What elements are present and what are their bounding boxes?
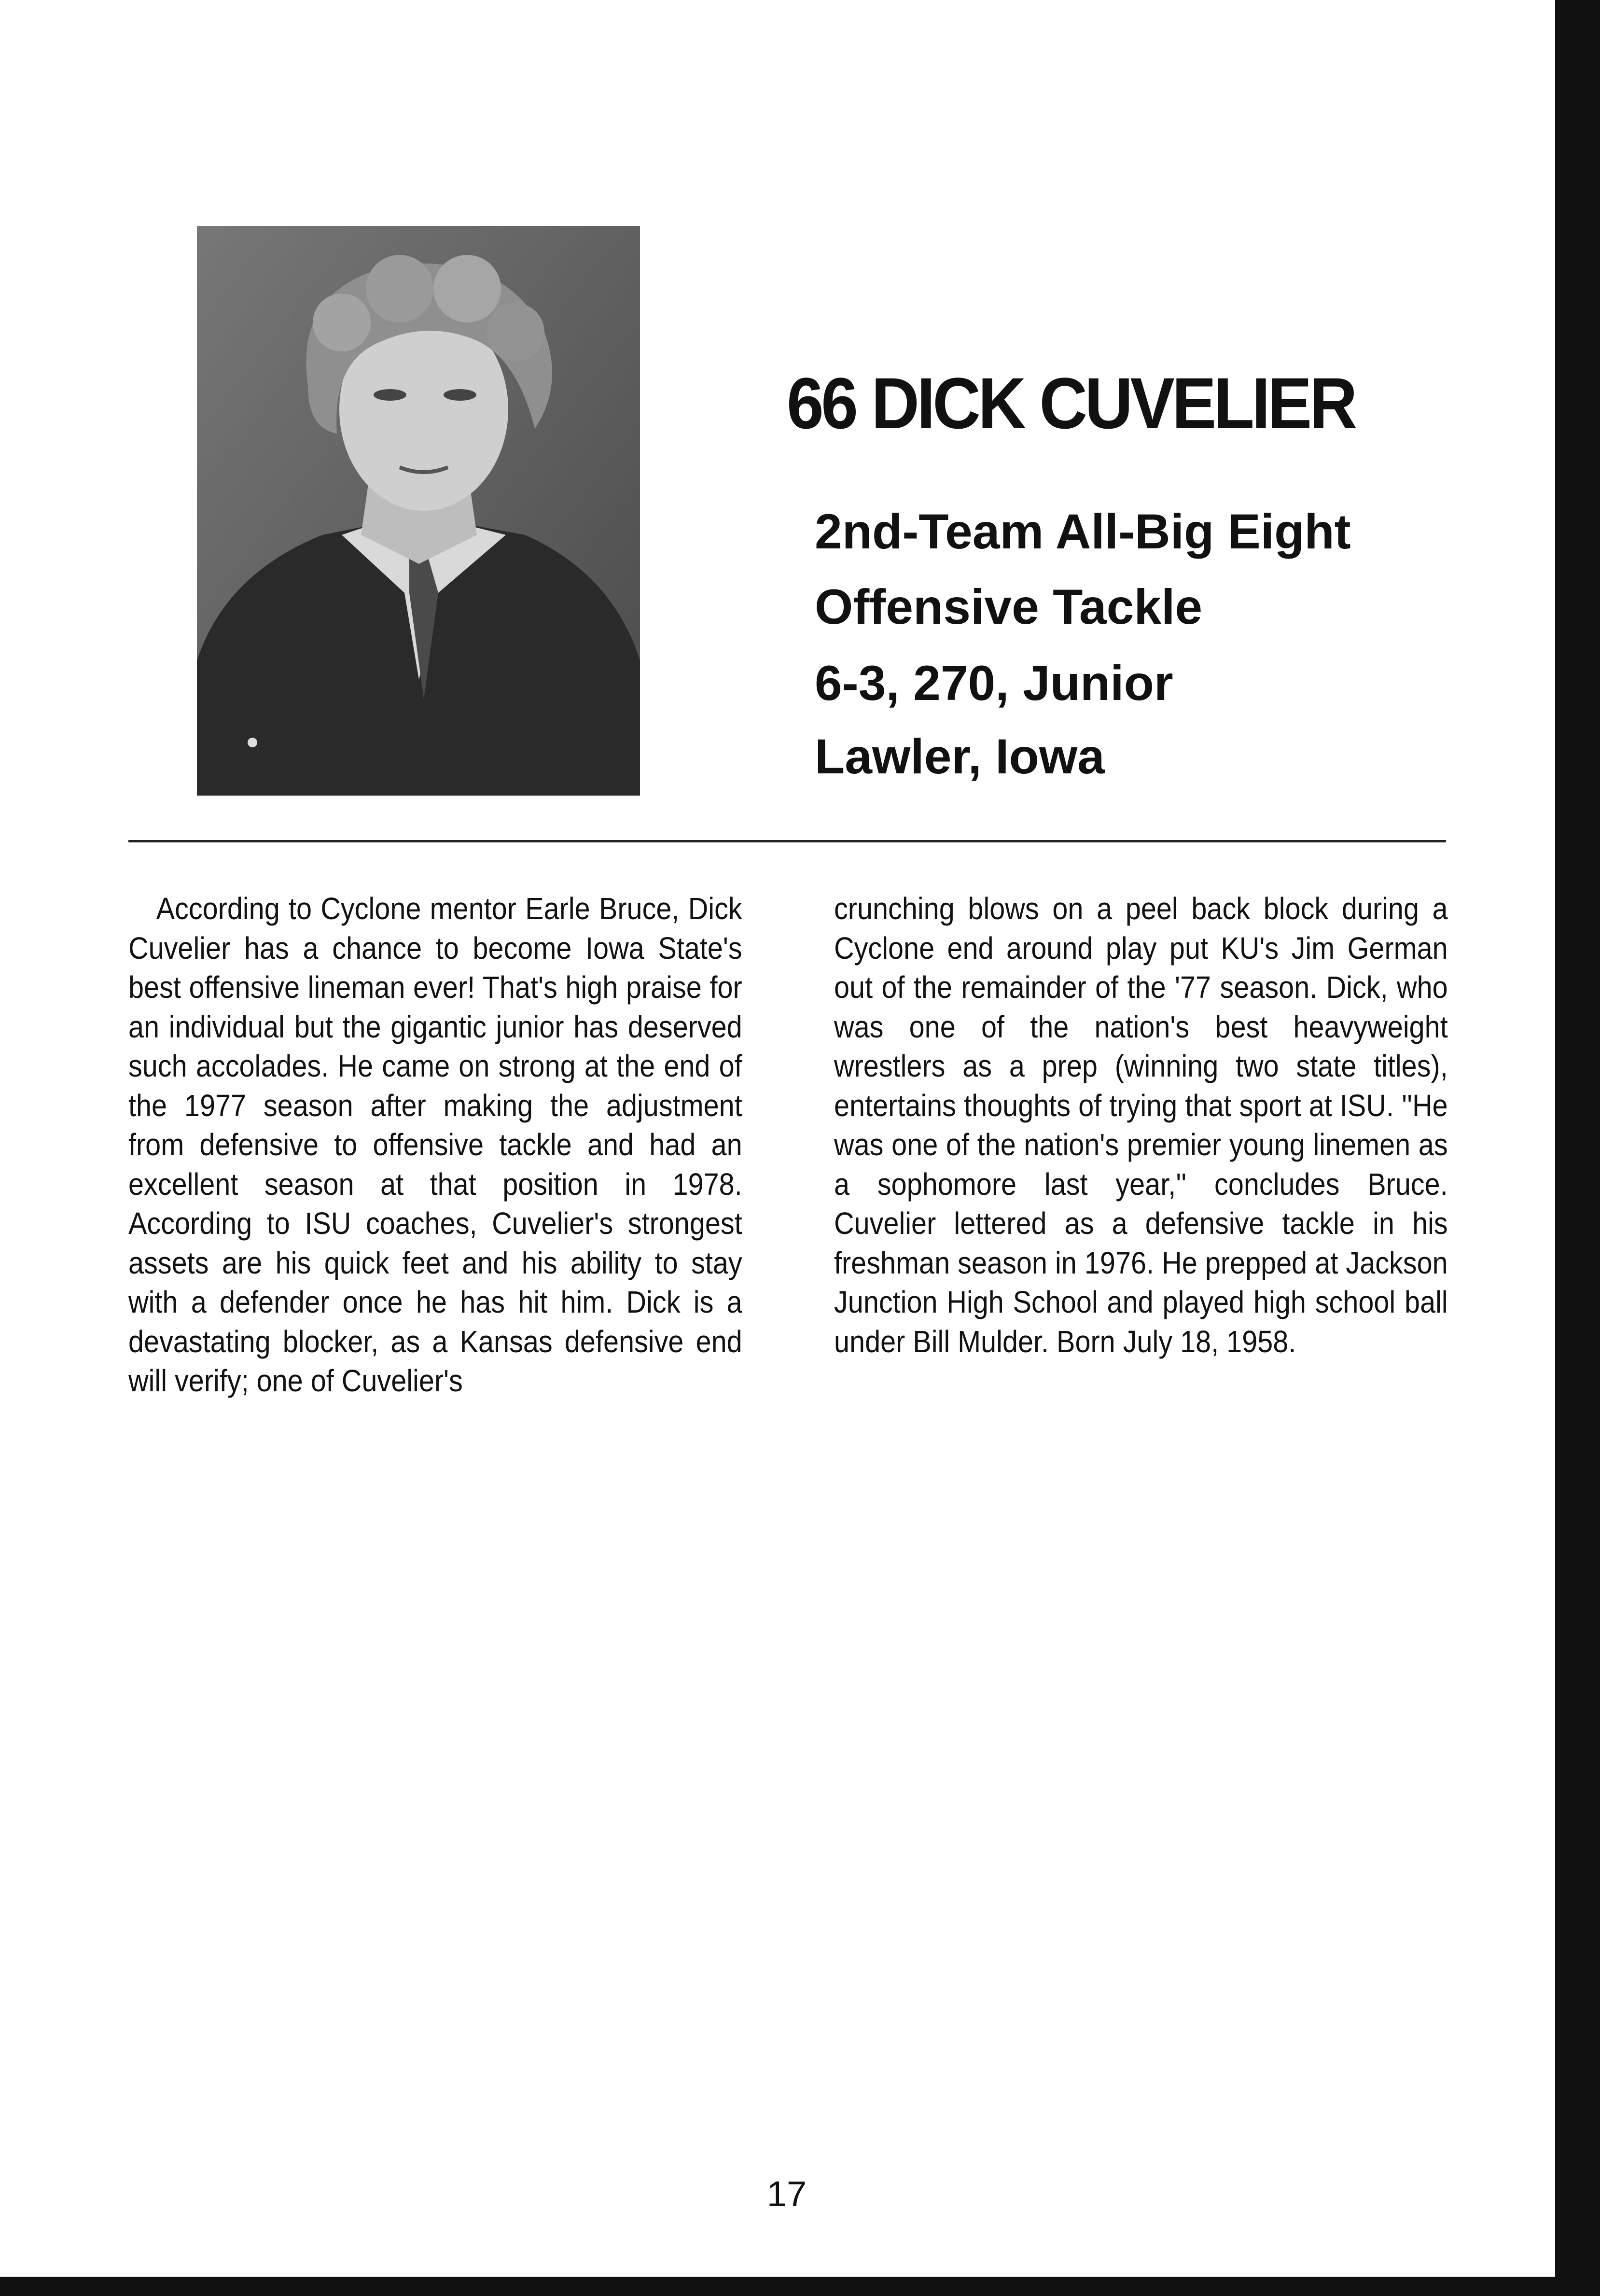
player-title: 66 DICK CUVELIER — [787, 363, 1355, 444]
portrait-drawing — [197, 226, 640, 796]
player-stats: 6-3, 270, Junior — [815, 656, 1173, 711]
player-position: Offensive Tackle — [815, 579, 1203, 634]
bio-column-right: crunching blows on a peel back block during a Cyclone end around play put KU's Jim German out of the remainder of the '77 season. Dick, who was one of the nation's best heavyweight wrestlers as a prep (winning two state titles), entertains thoughts of trying that sport at ISU. ''He was one of the nation's premier young linemen as a sophomore last year,'' concludes Bruce. Cuvelier lettered as a defensive tackle in his freshman season in 1976. He prepped at Jackson Junction High School and played high school ball under Bill Mulder. Born July 18, 1958. — [834, 891, 1448, 1359]
player-honor: 2nd-Team All-Big Eight — [815, 504, 1351, 559]
player-portrait-photo — [197, 226, 640, 796]
player-hometown: Lawler, Iowa — [815, 729, 1105, 784]
page-number: 17 — [766, 2174, 807, 2214]
scan-edge-right — [1555, 0, 1600, 2296]
bio-column-left: According to Cyclone mentor Earle Bruce, Dick Cuvelier has a chance to become Iowa State's best offensive lineman ever! That's high praise for an individual but the gigantic junior has deserved such accolades. He came on strong at the end of the 1977 season after making the adjustment from defensive to offensive tackle and had an excellent season at that position in 1978. According to ISU coaches, Cuvelier's strongest assets are his quick feet and his ability to stay with a defender once he has hit him. Dick is a devastating blocker, as a Kansas defensive end will verify; one of Cuvelier's — [128, 891, 742, 1398]
section-divider — [128, 840, 1446, 842]
scan-edge-bottom — [0, 2277, 1600, 2296]
